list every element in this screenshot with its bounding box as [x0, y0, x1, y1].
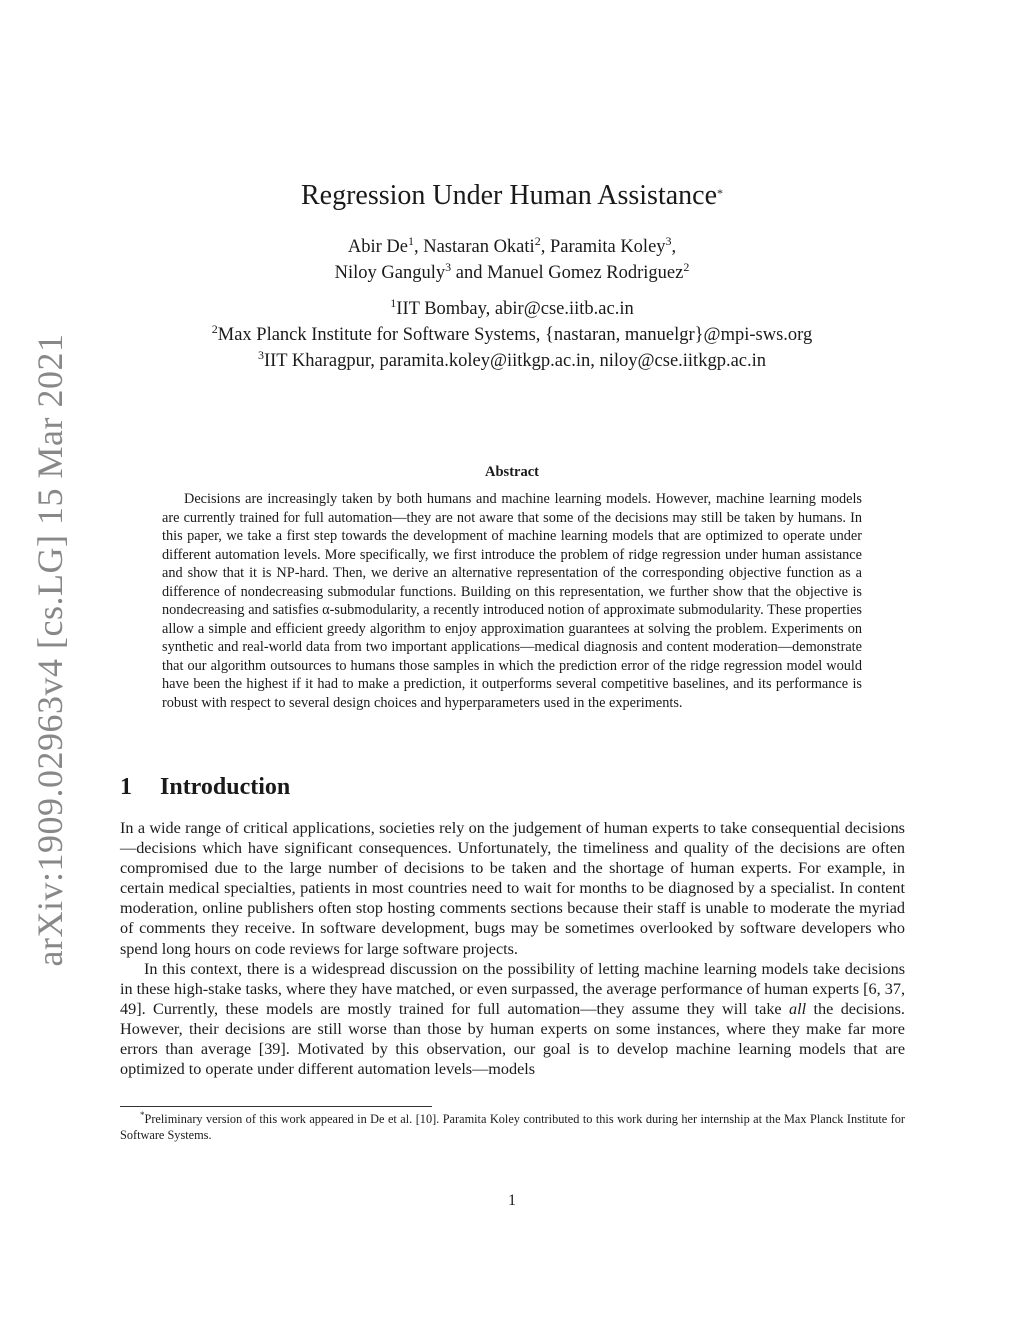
introduction-text — [120, 818, 905, 1079]
intro-paragraph-2-end: the decisions. However, their decisions are still worse than those by human experts on some instances, where they make far more errors than average [39]. Motivated by this observation, our goal is to develop machine learning models that are optimized to operate under different automation levels—models — [120, 999, 905, 1079]
author-line-2 — [120, 260, 904, 286]
author-affiliation-mark: 1 — [407, 234, 414, 248]
affiliation-text: Max Planck Institute for Software Systems, {nastaran, manuelgr}@mpi-sws.org — [217, 325, 813, 345]
affiliation-line — [120, 348, 904, 374]
affiliation-list — [120, 296, 904, 374]
author-separator: , — [413, 237, 424, 257]
author-affiliation-mark: 3 — [665, 234, 672, 248]
intro-paragraph-2-start: In this context, there is a widespread discussion on the possibility of letting machine learning models take decisions in these high-stake tasks, where they have matched, or even surpassed, the average performance of human experts [6, 37, 49]. Currently, these models are mostly trained for full automation—they assume they will take — [120, 959, 905, 1018]
paper-title — [120, 180, 904, 212]
page-number: 1 — [508, 1192, 516, 1209]
affiliation-mark: 1 — [390, 296, 397, 310]
intro-emphasis: all — [789, 999, 807, 1018]
footnote-text: Preliminary version of this work appeared in De et al. [10]. Paramita Koley contributed to this work during her internship at the Max Planck Institute for Software Systems. — [120, 1112, 905, 1142]
intro-paragraph-2 — [120, 959, 905, 1080]
affiliation-mark: 2 — [211, 322, 218, 336]
section-title: Introduction — [160, 774, 291, 800]
abstract-heading: Abstract — [485, 464, 539, 480]
author-line-1 — [120, 234, 904, 260]
affiliation-line — [120, 296, 904, 322]
intro-paragraph-1: In a wide range of critical applications, societies rely on the judgement of human experts to take consequential decisions—decisions which have significant consequences. Unfortunately, the timeliness and quality of the decisions are often compromised due to the large number of decisions to be taken and the shortage of human experts. For example, in certain medical specialties, patients in most countries need to wait for months to be diagnosed by a specialist. In content moderation, online publishers often stop hosting comments sections because their staff is unable to moderate the myriad of comments they receive. In software development, bugs may be sometimes overlooked by software developers who spend long hours on code reviews for large software projects. — [120, 819, 905, 958]
affiliation-text: IIT Bombay, abir@cse.iitb.ac.in — [396, 299, 634, 319]
footnote-divider — [120, 1106, 432, 1107]
section-heading — [120, 774, 290, 801]
author-affiliation-mark: 3 — [445, 260, 452, 274]
abstract-body: Decisions are increasingly taken by both humans and machine learning models. However, machine learning models are currently trained for full automation—they are not aware that some of the decisions may still be taken by humans. In this paper, we take a first step towards the development of machine learning models that are optimized to operate under different automation levels. More specifically, we first introduce the problem of ridge regression under human assistance and show that it is NP-hard. Then, we derive an alternative representation of the corresponding objective function as a difference of nondecreasing submodular functions. Building on this representation, we further show that the objective is nondecreasing and satisfies α-submodularity, a recently introduced notion of approximate submodularity. These properties allow a simple and efficient greedy algorithm to enjoy approximation guarantees at solving the problem. Experiments on synthetic and real-world data from two important applications—medical diagnosis and content moderation—demonstrate that our algorithm outsources to humans those samples in which the prediction error of the ridge regression model would have been the highest if it had to make a prediction, it outperforms several competitive baselines, and its performance is robust with respect to several design choices and hyperparameters used in the experiments. — [162, 491, 862, 711]
title-footnote-mark: * — [717, 186, 724, 200]
arxiv-side-stamp — [20, 333, 80, 967]
paper-title-text: Regression Under Human Assistance — [300, 180, 718, 211]
author-name: Paramita Koley — [549, 237, 666, 257]
author-name: Nastaran Okati — [423, 237, 535, 257]
author-list — [120, 234, 904, 286]
author-affiliation-mark: 2 — [534, 234, 541, 248]
footnote-mark: * — [140, 1110, 145, 1120]
affiliation-mark: 3 — [257, 348, 264, 362]
affiliation-line — [120, 322, 904, 348]
section-number: 1 — [120, 774, 132, 800]
author-name: Niloy Ganguly — [334, 263, 446, 283]
affiliation-text: IIT Kharagpur, paramita.koley@iitkgp.ac.in, niloy@cse.iitkgp.ac.in — [263, 351, 767, 371]
author-separator: , — [671, 237, 677, 257]
author-affiliation-mark: 2 — [683, 260, 690, 274]
author-separator: , — [540, 237, 550, 257]
author-name: Manuel Gomez Rodriguez — [487, 263, 684, 283]
author-separator: and — [451, 263, 488, 283]
arxiv-identifier: arXiv:1909.02963v4 [cs.LG] 15 Mar 2021 — [30, 333, 70, 967]
footnote — [120, 1111, 905, 1143]
author-name: Abir De — [347, 237, 408, 257]
